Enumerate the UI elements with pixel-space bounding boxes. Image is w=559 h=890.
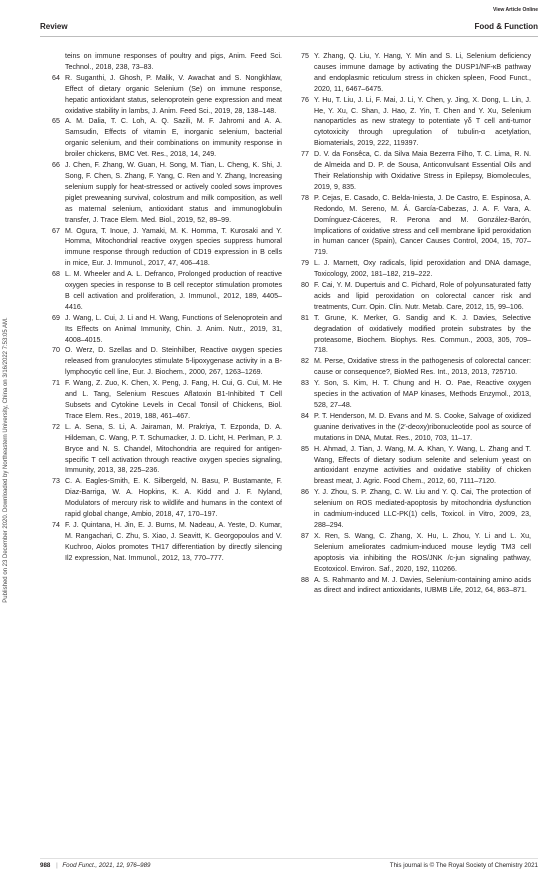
reference-text: X. Ren, S. Wang, C. Zhang, X. Hu, L. Zhou, Y. Li and L. Xu, Selenium ameliorates cadmium-induced mouse leydig TM3 cell apoptosis via inhibiting the ROS/JNK /c-jun signaling pathway, Ecotoxicol. Environ. Saf., 2020, 192, 110266. [314,531,531,573]
reference-number: 78 [301,193,309,202]
reference-entry [301,575,531,597]
reference-entry [301,193,531,258]
reference-number: 85 [301,444,309,453]
reference-text: P. Cejas, E. Casado, C. Belda-Iniesta, J. De Castro, E. Espinosa, A. Redondo, M. Sereno, M. Á. García-Cabezas, J. A. F. Vara, A. Domínguez-Cáceres, R. Perona and M. González-Barón, Implications of oxidative stress and cell membrane lipid peroxidation in human cancer (Spain), Cancer Causes Control, 2004, 15, 707–719. [314,193,531,257]
reference-text: C. A. Eagles-Smith, E. K. Silbergeld, N. Basu, P. Bustamante, F. Diaz-Barriga, W. A. Hopkins, K. A. Kidd and J. F. Nyland, Modulators of mercury risk to wildlife and humans in the context of rapid global change, Ambio, 2018, 47, 170–197. [65,477,282,519]
footer-separator: | [56,862,58,869]
reference-number: 66 [52,161,60,170]
reference-entry [301,356,531,378]
reference-text: Y. Hu, T. Liu, J. Li, F. Mai, J. Li, Y. Chen, y. Jing, X. Dong, L. Lin, J. He, Y. Xu, C. Shan, J. Hao, Z. Yin, T. Chen and Y. Xu, Selenium nanoparticles as new strategy to potentiate γδ T cell anti-tumor cytotoxicity through upregulation of tubulin-α acetylation, Biomaterials, 2019, 222, 119397. [314,95,531,148]
reference-entry [52,51,282,73]
reference-text: T. Grune, K. Merker, G. Sandig and K. J. Davies, Selective degradation of oxidatively modified protein substrates by the proteasome, Biochem. Biophys. Res. Commun., 2003, 305, 709–718. [314,313,531,355]
reference-number: 72 [52,422,60,431]
reference-number: 86 [301,488,309,497]
reference-number: 87 [301,531,309,540]
reference-number: 88 [301,575,309,584]
reference-entry [301,411,531,444]
reference-number: 76 [301,95,309,104]
reference-entry [301,378,531,411]
reference-entry [52,520,282,564]
reference-number: 73 [52,477,60,486]
reference-number: 75 [301,52,309,60]
reference-entry [52,476,282,520]
reference-text: L. M. Wheeler and A. L. Defranco, Prolonged production of reactive oxygen species in response to B cell receptor stimulation promotes B cell activation and proliferation, J. Immunol., 2012, 189, 4405–4416. [65,270,282,311]
reference-entry [301,531,531,575]
reference-text: L. J. Marnett, Oxy radicals, lipid peroxidation and DNA damage, Toxicology, 2002, 181–182, 219–222. [314,259,531,279]
reference-number: 77 [301,150,309,159]
reference-number: 74 [52,520,60,529]
reference-text: O. Werz, D. Szellas and D. Steinhilber, Reactive oxygen species released from granulocytes stimulate 5-lipoxygenase activity in a B-lymphocytic cell line, Eur. J. Biochem., 2000, 267, 1263–1269. [65,346,282,377]
reference-entry [52,422,282,477]
reference-entry [52,226,282,270]
footer-left [40,862,150,869]
reference-entry [301,313,531,357]
reference-entry [301,258,531,280]
page-number: 988 [40,862,51,869]
reference-entry [52,116,282,160]
reference-text: J. Chen, F. Zhang, W. Guan, H. Song, M. Tian, L. Cheng, K. Shi, J. Song, F. Chen, S. Zhang, F. Yang, C. Ren and Y. Zhang, Increasing selenium supply for heat-stressed or actively cooled sows improves piglet preweaning survival, colostrum and milk composition, as well as maternal selenium, antioxidant status and immunoglobulin transfer, J. Trace Elem. Med. Biol., 2019, 52, 89–99. [65,161,282,224]
reference-text: L. A. Sena, S. Li, A. Jairaman, M. Prakriya, T. Ezponda, D. A. Hildeman, C. Wang, P. T. Schumacker, J. D. Licht, H. Perlman, P. J. Bryce and N. S. Chandel, Mitochondria are required for antigen-specific T cell activation through reactive oxygen species signaling, Immunity, 2013, 38, 225–236. [65,422,282,475]
reference-number: 80 [301,281,309,290]
reference-entry [52,73,282,117]
reference-number: 81 [301,313,309,322]
reference-text: F. Wang, Z. Zuo, K. Chen, X. Peng, J. Fang, H. Cui, G. Cui, M. He and L. Tang, Selenium Rescues Aflatoxin B1-Inhibited T Cell Subsets and Cytokine Levels in Cecal Tonsil of Chickens, Biol. Trace Elem. Res., 2019, 188, 461–467. [65,379,282,420]
reference-text: A. M. Dalia, T. C. Loh, A. Q. Sazili, M. F. Jahromi and A. A. Samsudin, Effects of vitamin E, inorganic selenium, bacterial organic selenium, and their combinations on immunity response in broiler chickens, BMC Vet. Res., 2018, 14, 249. [65,117,282,159]
reference-entry [301,149,531,193]
reference-text: F. J. Quintana, H. Jin, E. J. Burns, M. Nadeau, A. Yeste, D. Kumar, M. Rangachari, C. Zhu, S. Xiao, J. Seavitt, K. Georgopoulos and V. Kuchroo, Aiolos promotes TH17 differentiation by directly silencing Il2 expression, Nat. Immunol., 2012, 13, 770–777. [65,520,282,562]
reference-text: R. Suganthi, J. Ghosh, P. Malik, V. Awachat and S. Nongkhlaw, Effect of dietary organic Selenium (Se) on immune response, hepatic antioxidant status, selenoprotein gene expression and meat oxidative stability in lambs, J. Anim. Feed Sci., 2019, 28, 138–148. [65,73,282,115]
reference-text: Y. Zhang, Q. Liu, Y. Hang, Y. Min and S. Li, Selenium deficiency causes immune damage by activating the DUSP1/NF-κB pathway and endoplasmic reticulum stress in chicken spleen, Food Funct., 2020, 11, 6467–6475. [314,52,531,93]
reference-text: J. Wang, L. Cui, J. Li and H. Wang, Functions of Selenoprotein and Its Effects on Animal Immunity, Chin. J. Anim. Nutr., 2019, 31, 4008–4015. [65,313,282,344]
reference-entry [52,269,282,313]
section-label: Review [40,22,68,31]
footer-right [390,862,538,869]
reference-text: teins on immune responses of poultry and pigs, Anim. Feed Sci. Technol., 2018, 238, 73–83. [65,52,282,71]
reference-entry [52,378,282,422]
reference-text: F. Cai, Y. M. Dupertuis and C. Pichard, Role of polyunsaturated fatty acids and lipid peroxidation on colorectal cancer risk and treatments, Curr. Opin. Clin. Nutr. Metab. Care, 2012, 15, 99–106. [314,281,531,311]
reference-number: 71 [52,379,60,388]
reference-number: 70 [52,346,60,355]
reference-text: M. Ogura, T. Inoue, J. Yamaki, M. K. Homma, T. Kurosaki and Y. Homma, Mitochondrial reactive oxygen species suppress humoral immune response through reduction of CD19 expression in B cells in mice, Eur. J. Immunol., 2017, 47, 406–418. [65,226,282,268]
publication-side-note: Published on 23 December 2020. Downloaded by Northeastern University, China on 3/16/2022 7:53:05 AM. [3,317,9,603]
reference-number: 82 [301,357,309,366]
reference-entry [52,345,282,378]
references-right-column [301,51,531,596]
reference-text: P. T. Henderson, M. D. Evans and M. S. Cooke, Salvage of oxidized guanine derivatives in the (2′-deoxy)ribonucleotide pool as source of mutations in DNA, Mutat. Res., 2010, 703, 11–17. [314,411,531,442]
reference-entry [301,444,531,488]
reference-entry [301,51,531,95]
journal-citation: Food Funct., 2021, 12, 976–989 [62,862,151,869]
reference-number: 69 [52,313,60,322]
reference-entry [301,95,531,150]
reference-text: A. S. Rahmanto and M. J. Davies, Selenium-containing amino acids as direct and indirect antioxidants, IUBMB Life, 2012, 64, 863–871. [314,575,531,595]
reference-entry [301,280,531,313]
reference-number: 67 [52,226,60,235]
reference-number: 68 [52,270,60,279]
reference-number: 65 [52,117,60,126]
reference-text: M. Perse, Oxidative stress in the pathogenesis of colorectal cancer: cause or consequence?, BioMed Res. Int., 2013, 2013, 725710. [314,357,531,377]
reference-entry [301,487,531,531]
reference-text: Y. J. Zhou, S. P. Zhang, C. W. Liu and Y. Q. Cai, The protection of selenium on ROS mediated-apoptosis by mitochondria dysfunction in cadmium-induced LLC-PK(1) cells, Toxicol. in Vitro, 2009, 23, 288–294. [314,488,531,529]
view-article-online-link[interactable]: View Article Online [492,7,538,13]
reference-text: H. Ahmad, J. Tian, J. Wang, M. A. Khan, Y. Wang, L. Zhang and T. Wang, Effects of dietary sodium selenite and selenium yeast on antioxidant enzyme activities and oxidative stability of chicken breast meat, J. Agric. Food Chem., 2012, 60, 7111–7120. [314,444,531,486]
reference-number: 84 [301,411,309,420]
reference-number: 64 [52,73,60,82]
copyright-text: This journal is © The Royal Society of Chemistry 2021 [389,862,538,869]
reference-entry [52,160,282,225]
header-rule [40,36,538,37]
footer-rule [40,858,538,859]
journal-name: Food & Function [474,22,538,31]
reference-entry [52,313,282,346]
references-left-column [52,51,282,564]
reference-number: 79 [301,259,309,268]
reference-text: D. V. da Fonsêca, C. da Silva Maia Bezerra Filho, T. C. Lima, R. N. de Almeida and D. P. de Sousa, Anticonvulsant Essential Oils and Their Relationship with Oxidative Stress in Epilepsy, Biomolecules, 2019, 9, 835. [314,150,531,191]
reference-text: Y. Son, S. Kim, H. T. Chung and H. O. Pae, Reactive oxygen species in the activation of MAP kinases, Methods Enzymol., 2013, 528, 27–48. [314,379,531,409]
reference-number: 83 [301,379,309,388]
